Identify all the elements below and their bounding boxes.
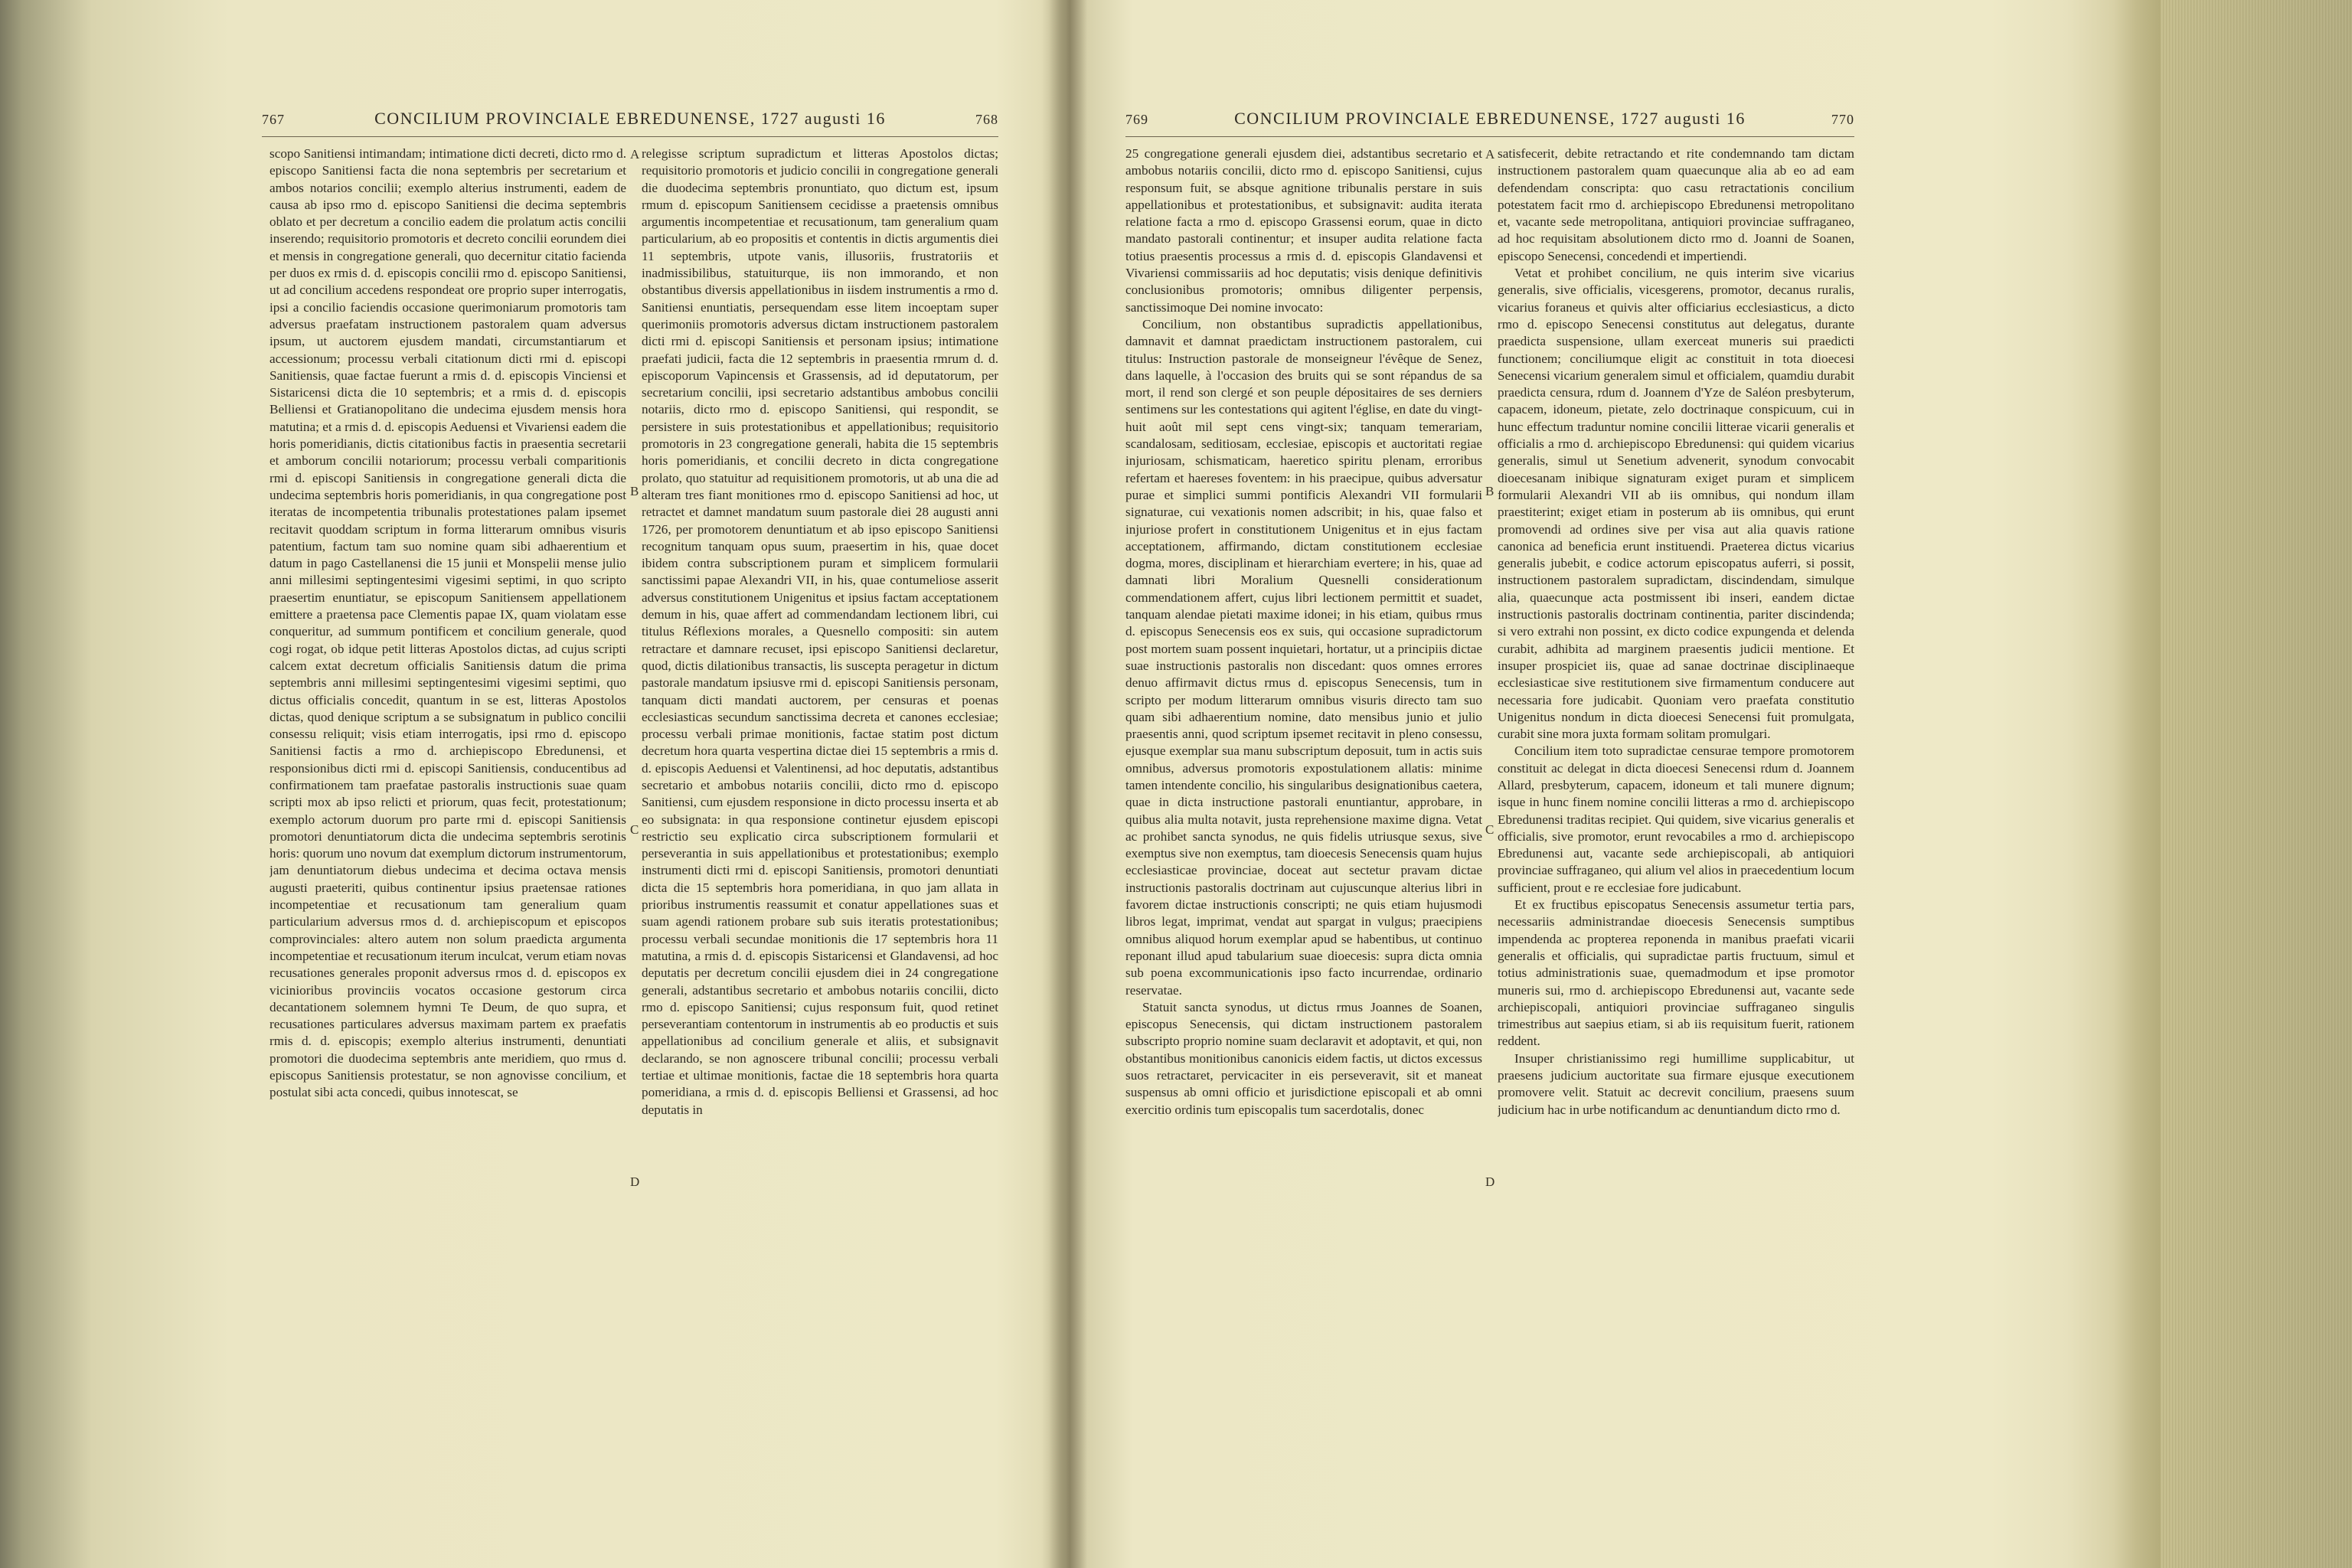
paragraph: scopo Sanitiensi intimandam; intimatione dicti decreti, dicto rmo d. episcopo Sanitiensi facta die nona septembris per secretarium et ambos notarios concilii; exemplo alterius instrumenti, eadem de causa ab ipso rmo d. episcopo Sanitiensi die decima septembris oblato et per decretum a concilio eadem die prolatum actis concilii inserendo; requisitorio promotoris et decreto concilii eorundem diei et mensis in congregatione generali, quo decernitur citatio facienda per duos ex rmis d. d. episcopis concilii rmo d. episcopo Sanitiensi, ut ad concilium accedens respondeat ore proprio super interrogatis, ipsi a concilio faciendis occasione querimoniarum promotoris tam adversus praefatam instructionem pastoralem quam adversus ipsum, ut auctorem ejusdem mandati, circumstantiarum et accessionum; processu verbali citationum dicti rmi d. episcopi Sanitiensis, quae factae fuerunt a rmis d. d. episcopis Vinciensi et Sistaricensi dicta die 10 septembris; et a rmis d. d. episcopis Belliensi et Gratianopolitano die undecima ejusdem mensis hora matutina; et a rmis d. d. episcopis Aeduensi et Vivariensi eadem die horis pomeridianis, dictis citationibus factis in praesentia secretarii et amborum concilii notariorum; processu verbali comparitionis rmi d. episcopi Sanitiensis in congregatione generali dicta die undecima septembris horis pomeridianis, in qua congregatione post iteratas de incompetentia tribunalis protestationes palam ipsemet recitavit quoddam scriptum in forma litterarum omnibus visuris patentium, factum tam suo nomine quam sibi adhaerentium et datum in pago Castellanensi die 15 junii et Monspelii mense julio anni millesimi septingentesimi vigesimi septimi, in quo scripto praesertim enuntiatur, se episcopum Sanitiensem appellationem emittere a praetensa pace Clementis papae IX, quam violatam esse conqueritur, ad summum pontificem et concilium generale, quod cogi rogat, ob idque petit litteras Apostolos dictas, ad cujus scripti calcem extat decretum officialis Sanitiensis datum die prima septembris anni millesimi septingentesimi vigesimi septimi, quo dictus officialis concedit, quantum in se est, litteras Apostolos dictas, quod denique scriptum a se subsignatum in publico concilii consessu reliquit; visis etiam interrogatis, ipsi rmo d. episcopo Sanitiensi factis a rmo d. archiepiscopo Ebredunensi, et responsionibus dicti rmi d. episcopi Sanitiensis, conducentibus ad confirmationem tam praefatae pastoralis instructionis suae quam scripti mox ab ipso relicti et priorum, quas fecit, protestationum; exemplo actorum duorum pro parte rmi d. episcopi Sanitiensis promotori denuntiatorum dicta die undecima septembris serotinis horis: quorum uno novum dat exemplum dictorum instrumentorum, jam denuntiatorum diebus undecima et decima octava mensis augusti praeteriti, quibus continentur ipsius praetensae rationes incompetentiae et recusationum tam generalium quam particularium adversus rmos d. d. archiepiscopum et episcopos comprovinciales: altero autem non solum praedicta argumenta incompetentiae et recusationum iterum inculcat, verum etiam novas recusationes generales proponit adversus rmos d. d. episcopos ex vicinioribus provinciis vocatos occasione gestorum circa decantationem solemnem hymni Te Deum, de quo supra, et recusationes particulares adversus maximam partem ex praefatis rmis d. d. episcopis; exemplo alterius instrumenti, denuntiati promotori die duodecima septembris ante meridiem, quo rmus d. episcopus Sanitiensis protestatur, se non agnovisse concilium, et postulat sibi acta concedi, quibus innotescat, se [270, 146, 626, 1100]
paragraph: Concilium item toto supradictae censurae tempore promotorem constituit ac delegat in dicta dioecesi Senecensi rdum d. Joannem Allard, presbyterum, capacem, idoneum et tali munere dignum; isque in hunc finem nomine concilii litteras a rmo d. archiepiscopo Ebredunensi traditas recipiet. Qui quidem, sive vicarius generalis et officialis, sive promotor, erunt revocabiles a rmo d. archiepiscopo Ebredunensi aut, vacante sede archiepiscopali, ab antiquiori provinciae suffraganeo, qui alium vel alios in praecedentium locum sufficient, prout e re ecclesiae fore judicabunt. [1498, 743, 1854, 895]
margin-letter-b: B [630, 484, 639, 498]
page-number-770: 770 [1831, 112, 1854, 127]
left-header-rule [262, 136, 998, 137]
left-page-header [262, 109, 998, 129]
paragraph: Statuit sancta synodus, ut dictus rmus Joannes de Soanen, episcopus Senecensis, qui dictam instructionem pastoralem subscripto proprio nomine suam declaravit et adoptavit, et qui, non obstantibus monitionibus canonicis eidem factis, ut dictos excessus suos retractaret, pervicaciter in eis perseveravit, sit et maneat suspensus ab omni officio et jurisdictione episcopali et ab omni exercitio ordinis tum episcopalis tum sacerdotalis, donec [1125, 999, 1482, 1117]
book-gutter [1049, 0, 1087, 1568]
paragraph: Concilium, non obstantibus supradictis appellationibus, damnavit et damnat praedictam instructionem pastoralem, cui titulus: Instruction pastorale de monseigneur l'évêque de Senez, dans laquelle, à l'occasion des bruits qui se sont répandus de sa mort, il rend son clergé et son peuple dépositaires de ses derniers sentimens sur les contestations qui agitent l'église, en date du vingt-huit août mil sept cens vingt-six; tanquam temerariam, scandalosam, seditiosam, ecclesiae, episcopis et auctoritati regiae injuriosam, schismaticam, haeretico spiritu plenam, erroribus refertam et haereses foventem: in his praecipue, quibus adversatur purae et simplici summi pontificis Alexandri VII formularii signaturae, cui vexationis nomen adscribit; in his, quae falso et injuriose profert in constitutionem Unigenitus et in ejus factam acceptationem, affirmando, dictam constitutionem ecclesiae dogma, mores, disciplinam et hierarchiam evertere; in his, quae ad damnati libri Moralium Quesnelli considerationum commendationem affert, cujus libri lectionem permittit et suadet, tanquam alendae pietati maxime idonei; in his etiam, quibus rmus d. episcopus Senecensis eos ex suis, qui occasione supradictorum post mortem suam possent inquietari, hortatur, ut a principiis dictae suae instructionis pastoralis non discedant: quos omnes errores denuo affirmavit dictus rmus d. episcopus Senecensis, tum in scripto per modum litterarum omnibus visuris directo tam suo quam sibi adhaerentium nomine, dato mensibus junio et julio praesentis anni, quod scriptum ipsemet recitavit in pleno consessu, ejusque exemplar sua manu subscriptum deposuit, tum in actis suis omnibus, adversus promotoris expostulationem allatis: minime tamen intendente concilio, his singularibus designationibus caetera, quae in dicta instructione pastorali enuntiantur, approbare, in quibus alia multa notavit, justa reprehensione maxime digna. Vetat ac prohibet sancta synodus, ne quis fidelis utriusque sexus, sive exemptus sive non exemptus, tam dioecesis Senecensis quam hujus ecclesiasticae provinciae, doceat aut sectetur pravam dictae instructionis pastoralis doctrinam aut cujuscunque alterius libri in favorem dictae instructionis conscripti; ne quis etiam hujusmodi libros legat, imprimat, vendat aut spargat in vulgus; praecipiens omnibus aliquod horum exemplar apud se habentibus, ut continuo reponant illud apud tabularium suae dioecesis: supra dicta omnia sub poena excommunicationis ipso facto incurrendae, ordinario reservatae. [1125, 316, 1482, 998]
paragraph: Insuper christianissimo regi humillime supplicabitur, ut praesens judicium auctoritate sua firmare ejusque executionem promovere velit. Statuit ac decrevit concilium, praesens suum judicium hac in urbe notificandum ac denuntiandum dicto rmo d. [1498, 1050, 1854, 1117]
margin-letter-c: C [1485, 822, 1494, 837]
margin-letter-d: D [630, 1174, 640, 1189]
page-edges [2161, 0, 2352, 1568]
right-running-title: CONCILIUM PROVINCIALE EBREDUNENSE, 1727 augusti 16 [1234, 109, 1746, 128]
margin-letter-b: B [1485, 484, 1494, 498]
paragraph: Vetat et prohibet concilium, ne quis interim sive vicarius generalis, sive officialis, vicesgerens, promotor, decanus ruralis, vicarius foraneus et quivis alter officiarius ecclesiasticus, a dicto rmo d. episcopo Senecensi constitutus aut delegatus, durante praedicta suspensione, ullam exerceat muneris sui praedicti functionem; conciliumque eligit ac constituit in tota dioecesi Senecensi vicarium generalem simul et officialem, quamdiu durabit praedicta censura, rdum d. Joannem d'Yze de Saléon presbyterum, capacem, idoneum, pietate, zelo doctrinaque conspicuum, cui in hunc effectum traduntur nomine concilii litterae vicarii generalis et officialis a rmo d. archiepiscopo Ebredunensi: qui quidem vicarius generalis, simul ut Senetium advenerit, synodum convocabit dioecesanam inibique signaturam exiget puram et simplicem formularii Alexandri VII ab iis omnibus, qui nondum illam praestiterint; exiget etiam in posterum ab iis omnibus, qui erunt promovendi ad ordines sive per visa aut alia quavis ratione canonica ad beneficia erunt instituendi. Praeterea dictus vicarius generalis jubebit, e codice actorum episcopatus auferri, si possit, instructionem pastoralem supradictam, discindendam, simulque alia, quaecunque acta postmissent ibi inseri, eandem dictae instructionis pastoralis doctrinam continentia, pariter discindenda; si vero extrahi non possint, ex dicto codice expungenda et delenda curabit, adhibita ad marginem praesentis judicii mentione. Et insuper prospiciet iis, quae ad sanae doctrinae disciplinaeque ecclesiasticae sive restitutionem sive firmamentum conducere aut necessaria fore judicabit. Quoniam vero praefata constitutio Unigenitus nondum in dicta dioecesi Senecensi fuit promulgata, curabit sine mora juxta formam solitam promulgari. [1498, 266, 1854, 742]
left-running-title: CONCILIUM PROVINCIALE EBREDUNENSE, 1727 augusti 16 [374, 109, 886, 128]
paragraph: 25 congregatione generali ejusdem diei, adstantibus secretario et ambobus notariis concilii, dicto rmo d. episcopo Sanitiensi, cujus responsum fuit, se absque agnitione tribunalis perstare in suis appellationibus et protestationibus, et subsignavit: audita iterata relatione facta a rmo d. episcopo Grassensi eorum, quae in dicto mandato pastorali continentur; et insuper audita relatione facta totius praesentis processus a rmis d. d. episcopis Glandavensi et Vivariensi commissariis ad hoc deputatis; visis denique definitivis conclusionibus promotoris; omnibus diligenter perpensis, sanctissimoque Dei nomine invocato: [1125, 146, 1482, 315]
right-page-column-1 [1125, 145, 1482, 1516]
right-page-column-2 [1498, 145, 1854, 1516]
margin-letter-d: D [1485, 1174, 1495, 1189]
paragraph: satisfecerit, debite retractando et rite condemnando tam dictam instructionem pastoralem quam quaecunque alia ab eo ad eam defendendam conscripta: quo casu retractationis concilium potestatem facit rmo d. archiepiscopo Ebredunensi metropolitano et, vacante sede metropolitana, antiquiori provinciae suffraganeo, ad hoc requisitam absolutionem dicto rmo d. Joanni de Soanen, episcopo Senecensi, concedendi et impertiendi. [1498, 146, 1854, 263]
left-page-column-1 [270, 145, 626, 1516]
paragraph: relegisse scriptum supradictum et litteras Apostolos dictas; requisitorio promotoris et judicio concilii in congregatione generali die duodecima septembris pronuntiato, quo dictum est, ipsum rmum d. episcopum Sanitiensem cecidisse a praetensis omnibus argumentis incompetentiae et recusationum, tam generalium quam particularium, ab eo propositis et contentis in dictis argumentis diei 11 septembris, utpote vanis, illusoriis, frustratoriis et inadmissibilibus, statuiturque, iis non immorando, et non obstantibus diversis appellationibus in iisdem instrumentis a rmo d. Sanitiensi enuntiatis, persequendam esse litem incoeptam super querimoniis promotoris adversus dictam instructionem pastoralem dicti rmi d. episcopi Sanitiensis et personam ipsius; intimatione praefati judicii, facta die 12 septembris in praesentia rmrum d. d. episcoporum Vapincensis et Grassensis, ad id deputatorum, per secretarium concilii, ipsi secretario adstantibus ambobus concilii notariis, dicto rmo d. episcopo Sanitiensi, qui respondit, se persistere in suis protestationibus et appellationibus; requisitorio promotoris in 23 congregatione generali, habita die 15 septembris horis pomeridianis, et concilii decreto in dicta congregatione prolato, quo statuitur ad requisitionem promotoris, ut ab una die ad alteram tres fiant monitiones rmo d. episcopo Sanitiensi ad hoc, ut retractet et damnet mandatum suum pastorale diei 28 augusti anni 1726, per promotorem denuntiatum et ab ipso episcopo Sanitiensi recognitum tanquam opus suum, praesertim in his, quae docet ibidem contra subscriptionem puram et simplicem formularii sanctissimi papae Alexandri VII, in his, quae contumeliose asserit adversus constitutionem Unigenitus et ipsius factam acceptationem demum in his, quae affert ad commendandam lectionem libri, cui titulus Réflexions morales, a Quesnello compositi: sin autem retractare et damnare recuset, ipsi episcopo Sanitiensi declaretur, quod, dictis dilationibus transactis, lis suscepta peragetur in dictum pastorale mandatum ipsiusve rmi d. episcopi Sanitiensis personam, tanquam dicti mandati auctorem, per censuras et poenas ecclesiasticas secundum sanctissima decreta et canones ecclesiae; processu verbali primae monitionis, factae statim post dictum decretum hora quarta vespertina dictae diei 15 septembris a rmis d. d. episcopis Aeduensi et Valentinensi, ad hoc deputatis, adstantibus secretario et ambobus notariis concilii, dicto rmo d. episcopo Sanitiensi, cum ejusdem responsione in dicto processu inserta et ab eo subsignata: in qua responsione continetur ejusdem episcopi restrictio seu explicatio circa subscriptionem formularii et perseverantia in suis appellationibus et protestationibus; exemplo instrumenti dicti rmi d. episcopi Sanitiensis, promotori denuntiati dicta die 15 septembris hora pomeridiana, in quo jam allata in prioribus instrumentis reassumit et conatur appellationes suas et suam agendi rationem probare sub suis iteratis protestationibus; processu verbali secundae monitionis die 17 septembris hora 11 matutina, a rmis d. d. episcopis Sistaricensi et Glandavensi, ad hoc deputatis per decretum concilii ejusdem diei in 24 congregatione generali, adstantibus secretario et ambobus notariis concilii, dicto rmo d. episcopo Sanitiensi; cujus responsum fuit, quod retinet perseverantiam contentorum in instrumentis ab eo productis et suis appellationibus ad concilium generale et aliis, et subsignavit declarando, se non agnoscere tribunal concilii; processu verbali tertiae et ultimae monitionis, factae die 18 septembris hora quarta pomeridiana, a rmis d. d. episcopis Belliensi et Grassensi, ad hoc deputatis in [642, 146, 998, 1117]
margin-letter-c: C [630, 822, 639, 837]
paragraph: Et ex fructibus episcopatus Senecensis assumetur tertia pars, necessariis administrandae dioecesis Senecensis sumptibus impendenda ac propterea reponenda in manibus praefati vicarii generalis et officialis, qui supradictae partis fructuum, simul et totius administrationis suae, quemadmodum et ipse promotor muneris sui, rmo d. archiepiscopo Ebredunensi aut, vacante sede archiepiscopali, antiquiori provinciae suffraganeo singulis trimestribus aut saepius etiam, si ab iis requisitum fuerit, rationem reddent. [1498, 897, 1854, 1049]
left-page-column-2 [642, 145, 998, 1516]
margin-letter-a: A [1485, 147, 1495, 162]
margin-letter-a: A [630, 147, 640, 162]
right-header-rule [1125, 136, 1854, 137]
page-number-768: 768 [975, 112, 998, 127]
right-page-header [1125, 109, 1854, 129]
page-number-767: 767 [262, 112, 285, 127]
page-number-769: 769 [1125, 112, 1148, 127]
